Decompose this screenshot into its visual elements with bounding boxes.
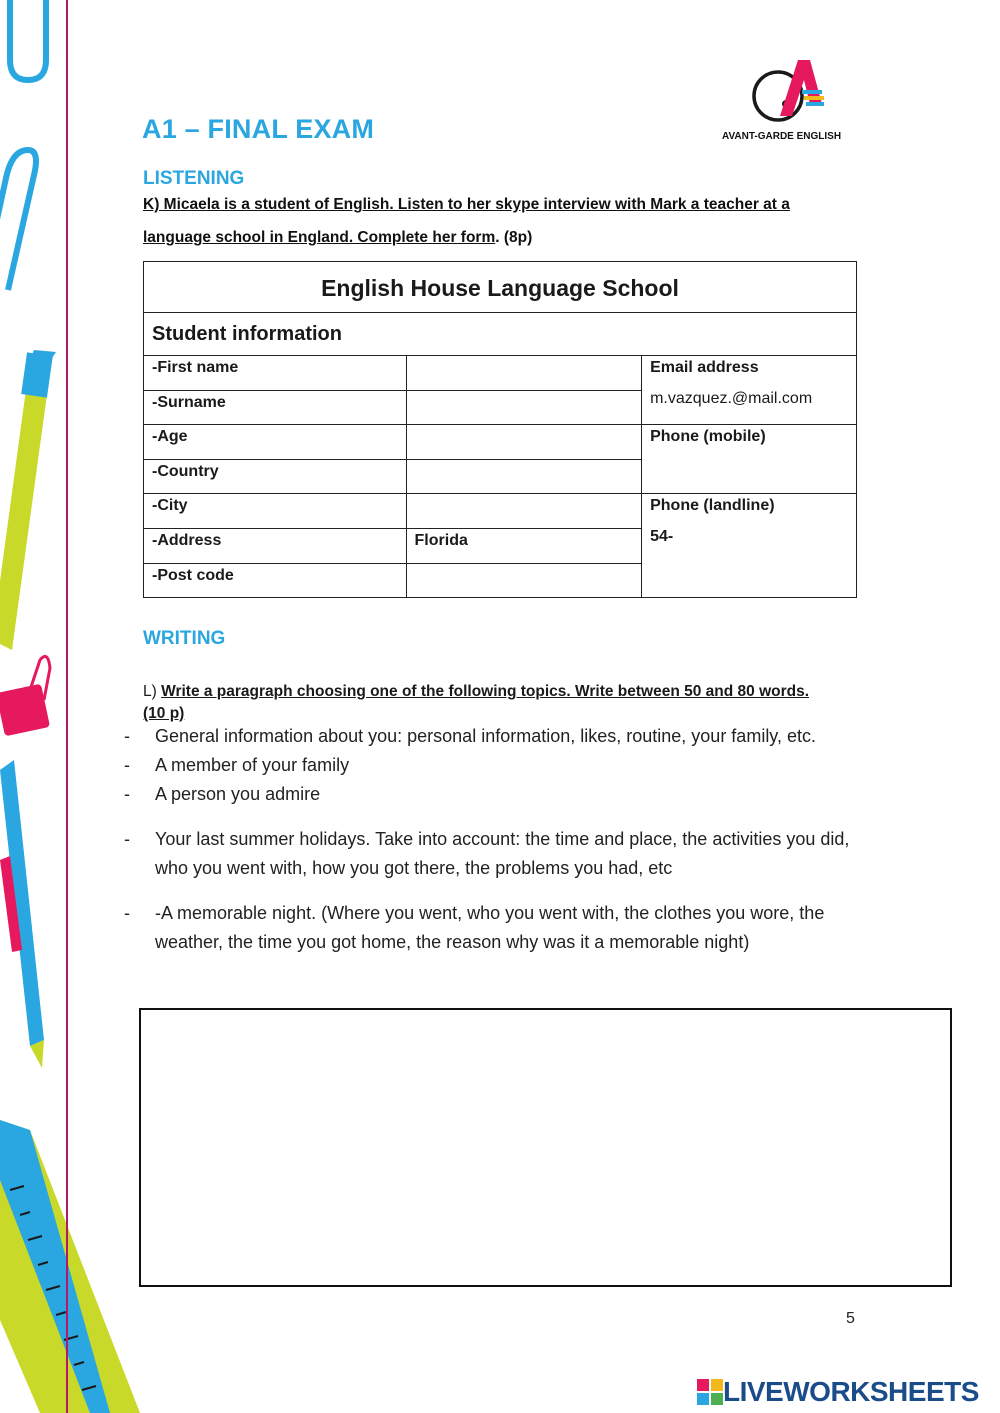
field-label-city: -City — [144, 494, 407, 529]
topic-item-general-info: - General information about you: personal information, likes, routine, your family, etc. — [124, 722, 864, 751]
listening-heading: LISTENING — [143, 168, 245, 189]
binder-clip-icon — [0, 684, 50, 737]
phone-mobile-label: Phone (mobile) — [650, 428, 766, 446]
field-input-address[interactable]: Florida — [406, 528, 642, 563]
writing-instruction-points: (10 p) — [143, 705, 185, 722]
email-label: Email address — [650, 359, 759, 376]
pencil-icon — [0, 358, 52, 650]
liveworksheets-logo-icon — [697, 1379, 723, 1405]
listening-instruction-points: . (8p) — [495, 229, 533, 246]
topic-item-family-member: - A member of your family — [124, 751, 864, 780]
liveworksheets-watermark — [697, 1376, 979, 1408]
email-value: m.vazquez.@mail.com — [650, 390, 813, 407]
student-form-table — [143, 261, 857, 598]
phone-landline-cell[interactable] — [642, 494, 857, 598]
margin-line — [66, 0, 68, 1413]
field-input-surname[interactable] — [406, 390, 642, 425]
topic-item-memorable-night: - -A memorable night. (Where you went, who you went with, the clothes you wore, the weather, the time you got home, the reason why was it a memorable night) — [124, 899, 844, 957]
paperclip-icon-2 — [0, 150, 36, 290]
phone-mobile-cell[interactable] — [642, 425, 857, 494]
writing-heading: WRITING — [143, 628, 226, 649]
phone-landline-value[interactable]: 54- — [650, 528, 674, 546]
field-input-age[interactable] — [406, 425, 642, 460]
page-title: A1 – FINAL EXAM — [142, 114, 375, 144]
writing-instruction-prefix: L) — [143, 683, 162, 700]
listening-instruction-line1: K) Micaela is a student of English. Listen to her skype interview with Mark a teacher at a — [143, 196, 790, 213]
topic-item-admired-person: - A person you admire — [124, 780, 864, 809]
field-input-post-code[interactable] — [406, 563, 642, 598]
writing-answer-box[interactable] — [139, 1008, 952, 1287]
topic-list — [124, 722, 864, 957]
field-input-first-name[interactable] — [406, 356, 642, 391]
logo-brand-text: AVANT-GARDE ENGLISH — [722, 131, 842, 142]
email-cell — [642, 356, 857, 425]
field-label-country: -Country — [144, 459, 407, 494]
student-information-header: Student information — [144, 313, 857, 356]
field-label-age: -Age — [144, 425, 407, 460]
avant-garde-logo-icon — [718, 56, 858, 130]
listening-instruction-line2 — [143, 229, 532, 247]
paperclip-icon — [10, 0, 46, 80]
field-input-country[interactable] — [406, 459, 642, 494]
field-label-address: -Address — [144, 528, 407, 563]
field-label-first-name: -First name — [144, 356, 407, 391]
writing-instruction-text: Write a paragraph choosing one of the following topics. Write between 50 and 80 words. — [161, 683, 810, 700]
school-name-header: English House Language School — [144, 262, 857, 313]
phone-landline-label: Phone (landline) — [650, 497, 775, 515]
listening-instruction-underlined: language school in England. Complete her form — [143, 229, 496, 246]
field-label-post-code: -Post code — [144, 563, 407, 598]
field-input-city[interactable] — [406, 494, 642, 529]
topic-item-summer-holidays: - Your last summer holidays. Take into account: the time and place, the activities you did, who you went with, how you got there, the problems you had, etc — [124, 825, 854, 883]
stationery-decoration — [0, 0, 140, 1413]
liveworksheets-text: LIVEWORKSHEETS — [723, 1376, 979, 1407]
page-number: 5 — [846, 1310, 855, 1327]
writing-instruction — [143, 681, 863, 725]
field-label-surname: -Surname — [144, 390, 407, 425]
school-logo — [718, 56, 858, 148]
